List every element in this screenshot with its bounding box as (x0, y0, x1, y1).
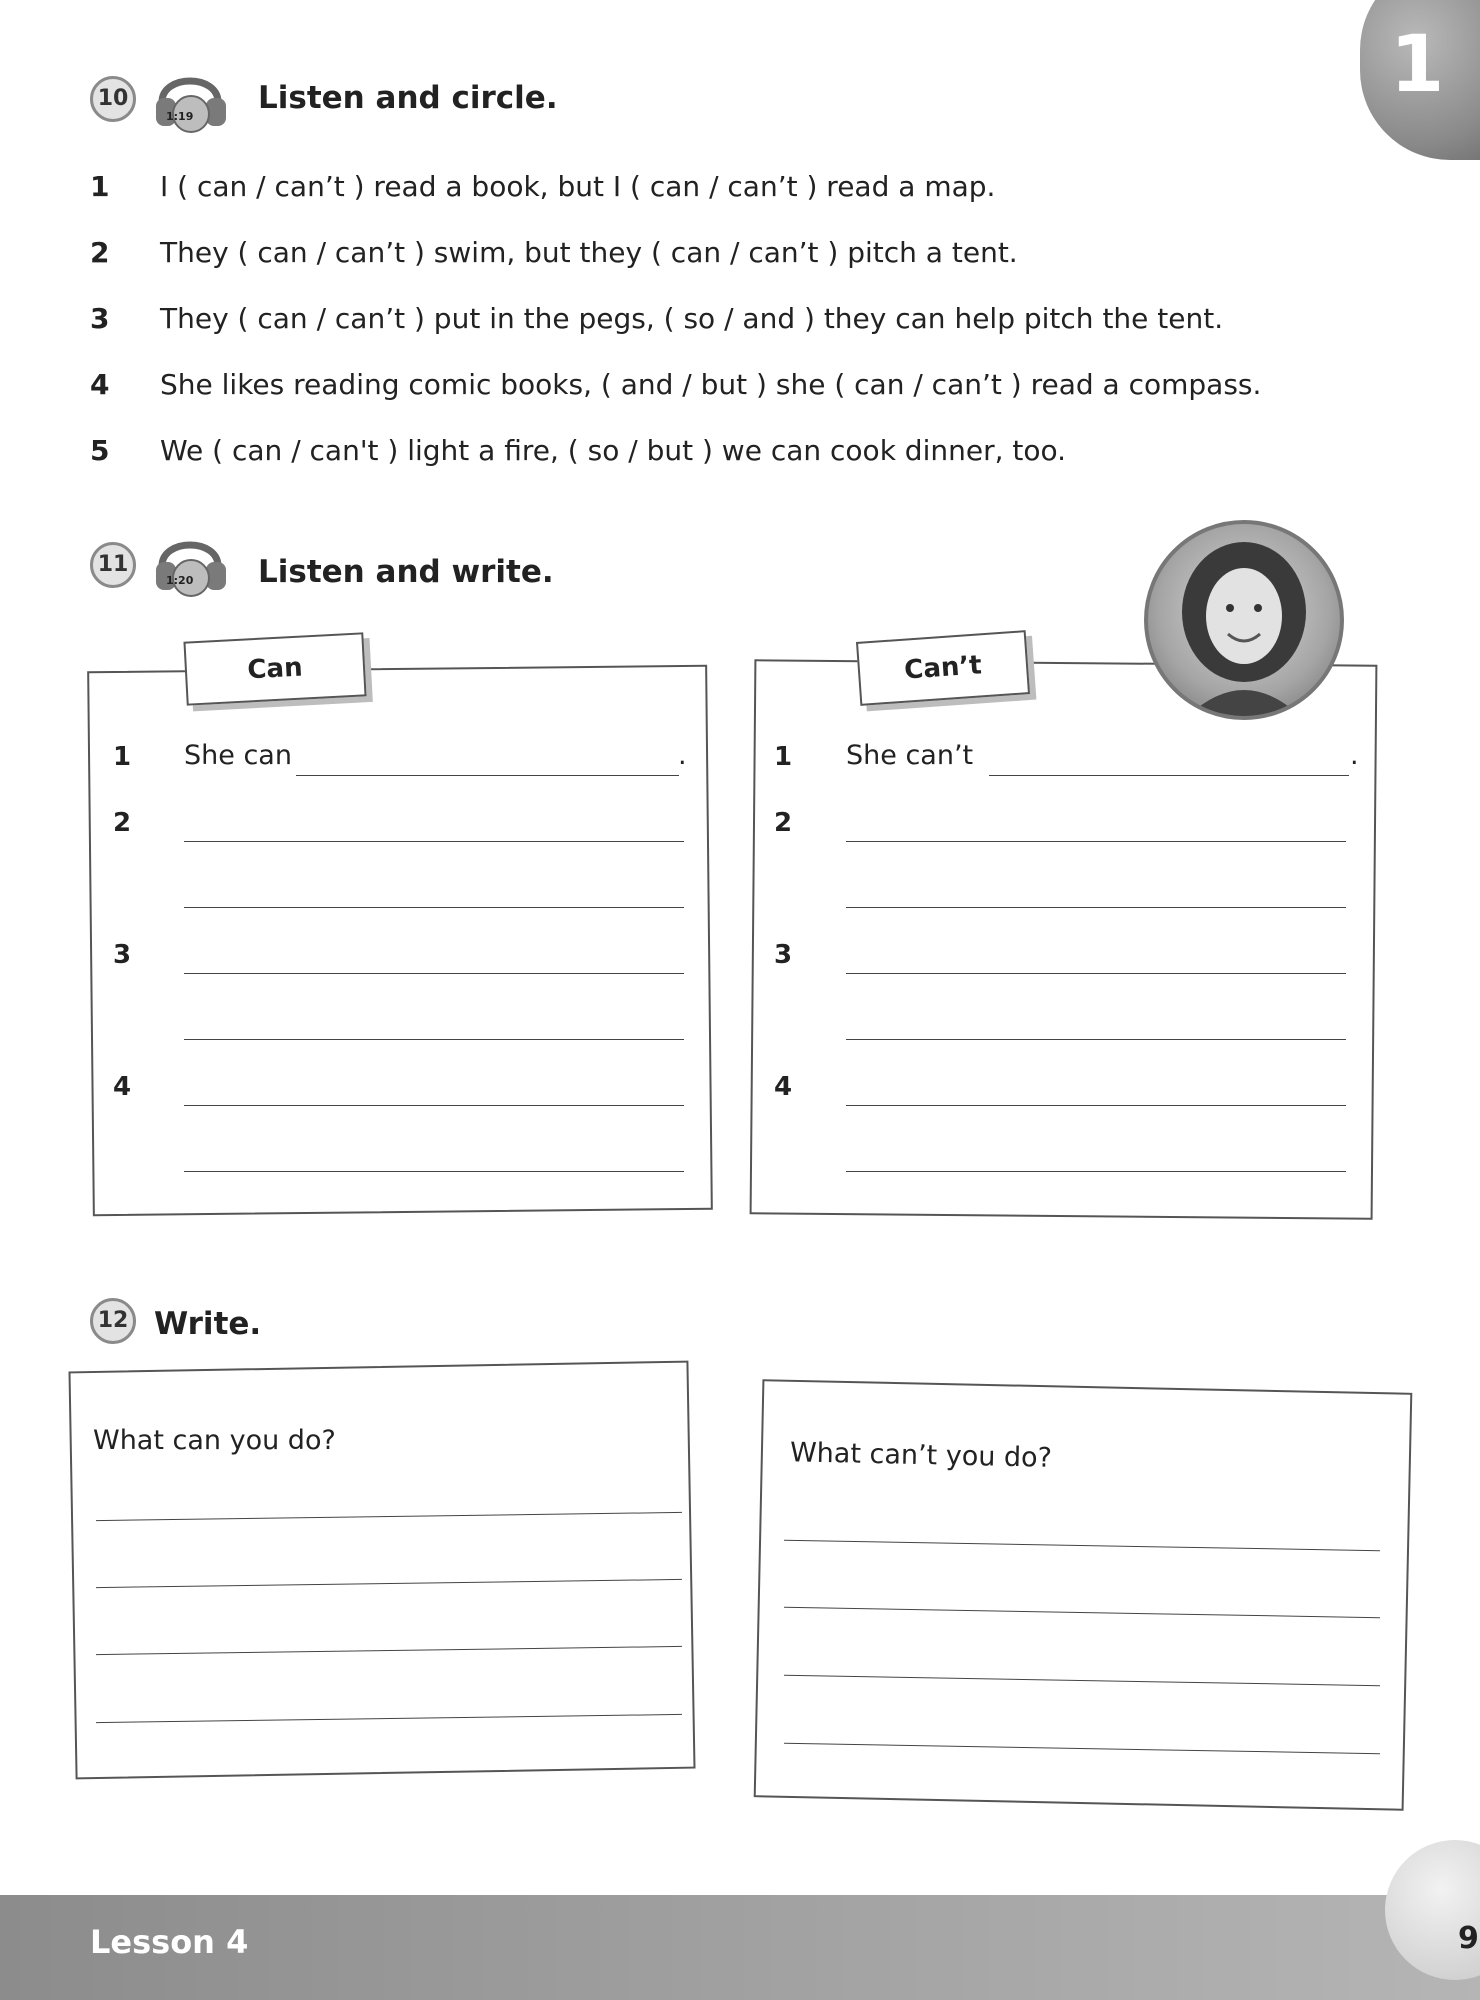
answer-line[interactable] (296, 775, 679, 776)
exercise-12-number: 12 (90, 1298, 136, 1344)
answer-line[interactable] (184, 1039, 684, 1040)
answer-line[interactable] (846, 1105, 1346, 1106)
answer-line[interactable] (846, 1171, 1346, 1172)
answer-line[interactable] (989, 775, 1349, 776)
period: . (678, 740, 687, 771)
cant-tag: Can’t (856, 630, 1030, 706)
exercise-11-title: Listen and write. (258, 554, 554, 590)
item-sentence[interactable]: She likes reading comic books, ( and / but ) she ( can / can’t ) read a compass. (160, 368, 1262, 401)
list-item (90, 434, 1290, 474)
footer-bar (0, 1895, 1480, 2000)
answer-line[interactable] (846, 973, 1346, 974)
answer-line[interactable] (184, 973, 684, 974)
exercise-10-number: 10 (90, 76, 136, 122)
headphones-icon[interactable] (152, 58, 230, 136)
answer-line[interactable] (846, 1039, 1346, 1040)
answer-line[interactable] (184, 1105, 684, 1106)
write-panel-left (68, 1361, 695, 1780)
item-sentence[interactable]: We ( can / can't ) light a fire, ( so / but ) we can cook dinner, too. (160, 434, 1067, 467)
exercise-12-title: Write. (154, 1306, 262, 1342)
item-number: 2 (774, 808, 793, 838)
can-tag: Can (183, 632, 366, 705)
item-number: 1 (90, 170, 110, 203)
item-number: 3 (774, 940, 793, 970)
item-number: 2 (90, 236, 110, 269)
item-number: 3 (113, 940, 132, 970)
list-item (90, 236, 1290, 276)
track-time: 1:19 (166, 110, 194, 123)
item-sentence[interactable]: They ( can / can’t ) put in the pegs, ( so / and ) they can help pitch the tent. (160, 302, 1224, 335)
item-number: 4 (113, 1072, 132, 1102)
unit-number: 1 (1390, 20, 1445, 110)
answer-line[interactable] (184, 841, 684, 842)
answer-line[interactable] (184, 907, 684, 908)
item-sentence[interactable]: I ( can / can’t ) read a book, but I ( can / can’t ) read a map. (160, 170, 996, 203)
headphones-icon[interactable] (152, 522, 230, 600)
item-number: 4 (90, 368, 110, 401)
list-item (90, 170, 1290, 210)
item-number: 1 (113, 742, 132, 772)
cant-prompt: She can’t (846, 740, 974, 771)
right-prompt: What can’t you do? (789, 1437, 1053, 1474)
period: . (1350, 740, 1359, 771)
cant-panel (750, 659, 1378, 1219)
item-number: 2 (113, 808, 132, 838)
list-item (90, 368, 1290, 408)
exercise-11-number: 11 (90, 542, 136, 588)
exercise-10-title: Listen and circle. (258, 80, 558, 116)
list-item (90, 302, 1290, 342)
can-prompt: She can (184, 740, 292, 771)
left-prompt: What can you do? (93, 1425, 336, 1456)
answer-line[interactable] (846, 907, 1346, 908)
item-number: 5 (90, 434, 110, 467)
answer-line[interactable] (846, 841, 1346, 842)
item-number: 3 (90, 302, 110, 335)
can-panel (87, 665, 713, 1216)
page-number: 9 (1458, 1921, 1479, 1956)
item-number: 1 (774, 742, 793, 772)
unit-tab (1360, 0, 1480, 160)
lesson-label: Lesson 4 (90, 1923, 249, 1961)
answer-line[interactable] (184, 1171, 684, 1172)
item-number: 4 (774, 1072, 793, 1102)
item-sentence[interactable]: They ( can / can’t ) swim, but they ( can / can’t ) pitch a tent. (160, 236, 1018, 269)
track-time: 1:20 (166, 574, 194, 587)
girl-photo (1144, 520, 1344, 720)
